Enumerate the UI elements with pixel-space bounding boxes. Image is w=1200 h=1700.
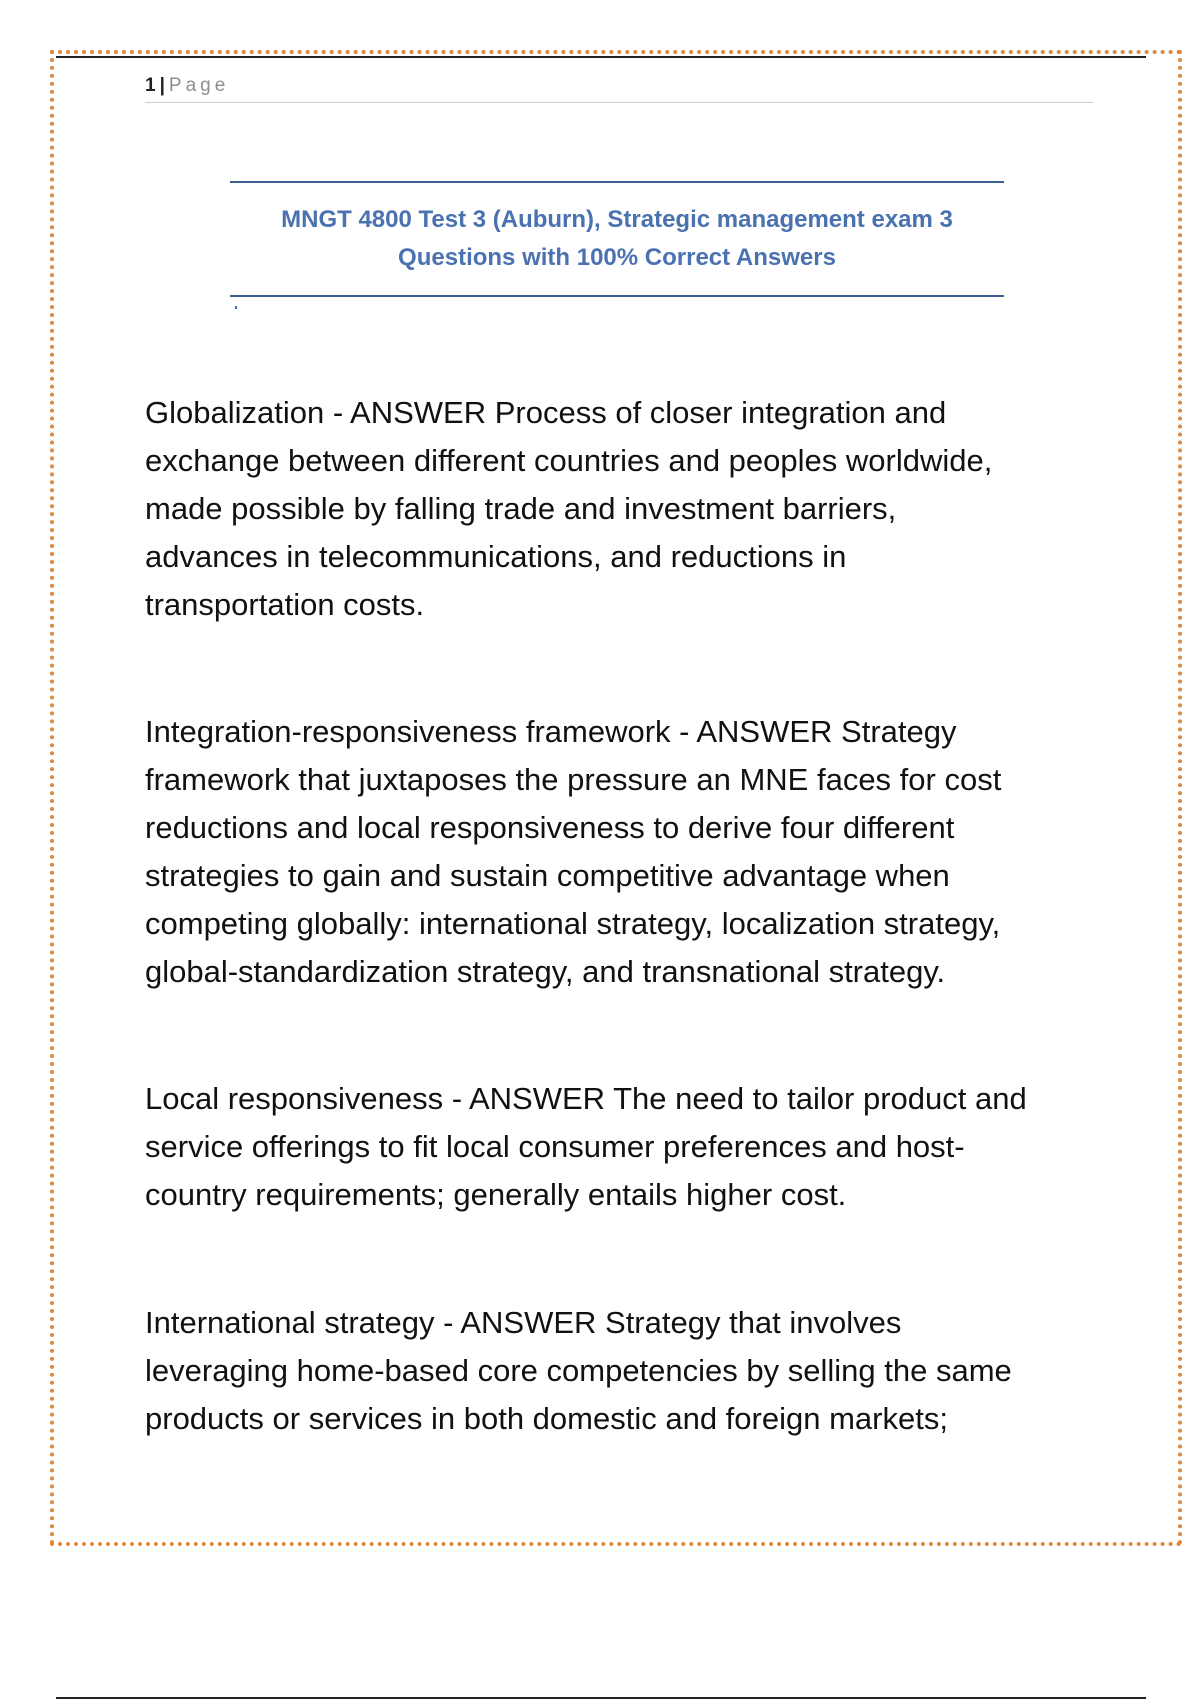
entry-line: Integration-responsiveness framework - ANSWER Strategy <box>145 714 957 749</box>
entry-line: Globalization - ANSWER Process of closer integration and <box>145 395 947 430</box>
title-dot <box>235 306 237 309</box>
page-header <box>145 74 1093 103</box>
page-number: 1 <box>145 75 156 96</box>
top-rule <box>56 56 1146 58</box>
entry-line: strategies to gain and sustain competitive advantage when <box>145 858 950 893</box>
entry-globalization <box>145 389 1105 629</box>
entry-line: leveraging home-based core competencies by selling the same <box>145 1353 1012 1388</box>
entry-line: products or services in both domestic and foreign markets; <box>145 1401 948 1436</box>
bottom-rule <box>56 1697 1146 1699</box>
entry-line: exchange between different countries and peoples worldwide, <box>145 443 993 478</box>
entry-line: country requirements; generally entails higher cost. <box>145 1177 847 1212</box>
page-separator: | <box>159 75 165 96</box>
entry-local-responsiveness <box>145 1075 1105 1219</box>
entry-line: made possible by falling trade and investment barriers, <box>145 491 897 526</box>
page-label: Page <box>168 75 230 96</box>
entry-line: International strategy - ANSWER Strategy that involves <box>145 1305 902 1340</box>
entry-line: Local responsiveness - ANSWER The need to tailor product and <box>145 1081 1027 1116</box>
document-title-line-1: MNGT 4800 Test 3 (Auburn), Strategic management exam 3 <box>281 206 953 233</box>
entry-line: service offerings to fit local consumer preferences and host- <box>145 1129 965 1164</box>
entry-line: global-standardization strategy, and transnational strategy. <box>145 954 946 989</box>
document-title-line-2: Questions with 100% Correct Answers <box>398 244 836 271</box>
document-title-block <box>230 181 1004 297</box>
entry-line: reductions and local responsiveness to derive four different <box>145 810 955 845</box>
document-title <box>230 201 1004 277</box>
entry-integration-responsiveness-framework <box>145 708 1105 996</box>
entry-line: competing globally: international strategy, localization strategy, <box>145 906 1001 941</box>
entry-line: transportation costs. <box>145 587 425 622</box>
entry-line: advances in telecommunications, and reductions in <box>145 539 847 574</box>
entry-line: framework that juxtaposes the pressure an MNE faces for cost <box>145 762 1002 797</box>
entry-international-strategy <box>145 1299 1105 1443</box>
